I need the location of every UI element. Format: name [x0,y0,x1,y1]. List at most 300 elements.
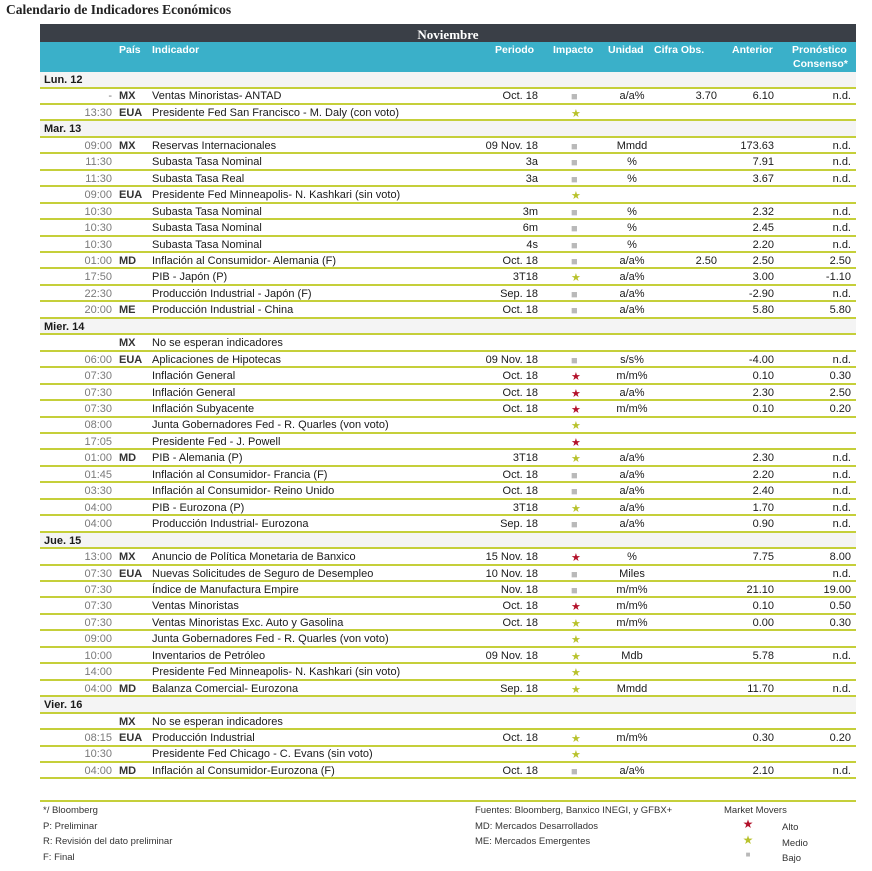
indicator-cell: Inflación al Consumidor- Reino Unido [152,485,335,498]
consensus-cell: 5.80 [829,304,851,317]
legend-icon-wrap [741,833,755,847]
indicator-cell: Ventas Minoristas [152,600,239,613]
day-label: Mar. 13 [44,123,82,136]
previous-cell: 2.20 [752,238,774,251]
consensus-cell: n.d. [832,468,851,481]
time-cell: 10:30 [84,205,112,218]
footer-divider [40,800,856,802]
country-cell: EUA [119,567,143,580]
previous-cell: 0.10 [752,403,774,415]
square-low-icon: ■ [745,850,751,859]
unit-cell: m/m% [616,600,648,613]
page-title: Calendario de Indicadores Económicos [6,2,232,17]
table-row [40,598,856,615]
indicator-cell: Inflación General [152,386,236,399]
time-cell: 13:30 [84,106,112,119]
table-row [40,154,856,171]
unit-cell: a/a% [619,287,645,300]
star-medium-icon: ★ [571,617,581,630]
square-low-icon: ■ [571,140,578,153]
time-cell: 07:30 [84,616,112,629]
consensus-cell: 19.00 [823,583,851,596]
indicator-cell: Balanza Comercial- Eurozona [152,682,299,695]
consensus-cell: n.d. [832,238,851,251]
star-high-icon: ★ [571,601,581,614]
indicator-cell: Subasta Tasa Real [152,172,245,185]
table-row [40,483,856,500]
indicator-cell: Presidente Fed - J. Powell [152,435,281,448]
previous-cell: 0.10 [752,600,774,613]
indicator-cell: Ventas Minoristas- ANTAD [152,90,282,103]
time-cell: 07:30 [84,370,112,383]
star-medium-icon: ★ [571,420,581,433]
square-low-icon: ■ [571,765,578,778]
previous-cell: 1.70 [752,501,774,514]
footnote-item: P: Preliminar [43,820,98,832]
consensus-cell: 2.50 [829,254,851,267]
star-medium-icon: ★ [742,832,754,847]
period-cell: 09 Nov. 18 [485,139,538,152]
table-row [40,335,856,352]
observed-cell: 3.70 [695,90,717,103]
period-cell: 10 Nov. 18 [485,567,538,580]
legend-title: Market Movers [724,805,787,816]
header-impacto: Impacto [553,44,594,56]
period-cell: Oct. 18 [502,254,538,267]
indicator-cell: PIB - Eurozona (P) [152,501,245,514]
header-cifra: Cifra Obs. [654,44,705,56]
star-high-icon: ★ [571,436,581,449]
square-low-icon: ■ [571,91,578,104]
unit-cell: a/a% [619,90,645,103]
day-header-row [40,319,856,336]
table-row [40,204,856,221]
period-cell: Oct. 18 [502,304,538,317]
star-medium-icon: ★ [571,502,581,515]
indicator-cell: Ventas Minoristas Exc. Auto y Gasolina [152,616,344,629]
table-row [40,681,856,698]
consensus-cell: 0.30 [829,370,851,383]
time-cell: 11:30 [85,156,112,169]
table-row [40,730,856,747]
star-medium-icon: ★ [571,683,581,696]
previous-cell: -4.00 [748,353,774,366]
time-cell: 10:30 [84,748,112,761]
consensus-cell: 0.20 [829,732,851,744]
time-cell: 03:30 [84,485,112,498]
unit-cell: a/a% [619,764,645,777]
indicator-cell: No se esperan indicadores [152,337,283,350]
period-cell: 09 Nov. 18 [485,649,538,662]
table-row [40,746,856,763]
indicator-cell: Presidente Fed Minneapolis- N. Kashkari (sin voto) [152,666,401,679]
previous-cell: 7.91 [752,156,774,169]
time-cell: 01:00 [84,452,112,465]
indicator-cell: Inflación al Consumidor- Francia (F) [152,468,328,481]
consensus-cell: 2.50 [829,386,851,399]
source-note: Fuentes: Bloomberg, Banxico INEGI, y GFBX+ [475,805,673,816]
time-cell: 07:30 [84,600,112,613]
time-cell: 04:00 [84,682,112,695]
header-indicador: Indicador [152,44,200,56]
consensus-cell: 0.20 [829,403,851,415]
consensus-cell: n.d. [832,139,851,152]
table-row [40,450,856,467]
legend-icon-wrap [741,817,755,831]
time-cell: 10:30 [84,238,112,251]
indicator-cell: Inflación General [152,370,236,383]
period-cell: Oct. 18 [502,764,538,777]
previous-cell: 0.00 [752,616,774,629]
header-anterior: Anterior [732,44,773,56]
time-cell: 10:30 [84,222,112,235]
country-cell: MX [119,139,136,152]
day-header-row [40,72,856,89]
time-cell: 04:00 [84,764,112,777]
previous-cell: 21.10 [746,583,774,596]
time-cell: 10:00 [84,649,112,662]
table-row [40,302,856,319]
period-cell: Oct. 18 [502,732,538,744]
time-cell: 17:50 [84,271,112,284]
table-row [40,237,856,254]
indicator-cell: PIB - Alemania (P) [152,452,243,465]
time-cell: 14:00 [84,666,112,679]
star-medium-icon: ★ [571,107,581,120]
consensus-cell: n.d. [832,682,851,695]
country-cell: MD [119,764,137,777]
previous-cell: 0.30 [752,732,774,744]
time-cell: 17:05 [84,435,112,448]
previous-cell: 2.32 [752,205,774,218]
table-row [40,631,856,648]
consensus-cell: n.d. [832,567,851,580]
header-pronostico: Pronóstico [792,44,847,56]
table-row [40,253,856,270]
country-cell: MD [119,452,137,465]
unit-cell: a/a% [619,501,645,514]
unit-cell: % [627,238,637,251]
period-cell: 3T18 [512,501,538,514]
consensus-cell: n.d. [832,452,851,465]
table-row [40,401,856,418]
unit-cell: % [627,205,637,218]
star-medium-icon: ★ [571,749,581,762]
unit-cell: Mmdd [616,682,648,695]
square-low-icon: ■ [571,584,578,597]
country-cell: EUA [119,106,143,119]
unit-cell: % [627,156,637,169]
table-row [40,615,856,632]
consensus-cell: n.d. [832,90,851,103]
indicator-cell: PIB - Japón (P) [152,271,228,284]
star-medium-icon: ★ [571,453,581,466]
previous-cell: 2.20 [752,468,774,481]
star-medium-icon: ★ [571,190,581,203]
footnote-item: F: Final [43,851,75,863]
unit-cell: a/a% [619,485,645,498]
previous-cell: 7.75 [752,551,774,564]
period-cell: 3a [525,172,538,185]
table-row [40,664,856,681]
table-row [40,417,856,434]
consensus-cell: 0.50 [829,600,851,613]
star-medium-icon: ★ [571,733,581,745]
square-low-icon: ■ [571,206,578,219]
square-low-icon: ■ [571,255,578,268]
indicator-cell: Subasta Tasa Nominal [152,205,262,218]
table-row [40,500,856,517]
time-cell: 11:30 [85,172,112,185]
indicator-cell: Inflación Subyacente [152,403,255,415]
day-label: Lun. 12 [44,74,83,86]
legend-label: Bajo [782,853,802,864]
time-cell: 08:00 [84,419,112,432]
table-row [40,269,856,286]
period-cell: 3m [522,205,538,218]
table-row [40,187,856,204]
table-row [40,516,856,533]
unit-cell: a/a% [619,271,645,284]
source-note: ME: Mercados Emergentes [475,836,591,847]
period-cell: 6m [522,222,538,235]
period-cell: Oct. 18 [502,386,538,399]
table-row [40,582,856,599]
previous-cell: 173.63 [740,139,774,152]
consensus-cell: n.d. [832,172,851,185]
consensus-cell: n.d. [832,222,851,235]
time-cell: 22:30 [84,287,112,300]
observed-cell: 2.50 [695,254,717,267]
footnote-item: */ Bloomberg [43,805,98,816]
period-cell: 3T18 [512,452,538,465]
consensus-cell: n.d. [832,518,851,531]
table-row [40,220,856,237]
unit-cell: a/a% [619,254,645,267]
previous-cell: 2.50 [752,254,774,267]
unit-cell: a/a% [619,304,645,317]
time-cell: 09:00 [84,189,112,202]
day-label: Vier. 16 [44,699,83,712]
previous-cell: 0.90 [752,518,774,531]
indicator-cell: Inventarios de Petróleo [152,649,266,662]
unit-cell: a/a% [619,468,645,481]
indicator-cell: Reservas Internacionales [152,139,277,152]
time-cell: 07:30 [84,567,112,580]
consensus-cell: 0.30 [829,616,851,629]
day-header-row [40,697,856,714]
time-cell: 01:00 [84,254,112,267]
unit-cell: % [627,551,637,564]
unit-cell: m/m% [616,732,648,744]
country-cell: MX [119,90,136,103]
unit-cell: m/m% [616,616,648,629]
day-label: Mier. 14 [44,320,85,333]
country-cell: MX [119,551,136,564]
previous-cell: 6.10 [752,90,774,103]
country-cell: EUA [119,353,143,366]
indicator-cell: Aplicaciones de Hipotecas [152,353,282,366]
star-medium-icon: ★ [571,667,581,680]
country-cell: EUA [119,732,143,744]
period-cell: Oct. 18 [502,370,538,383]
table-row [40,171,856,188]
period-cell: Oct. 18 [502,616,538,629]
indicator-cell: Inflación al Consumidor-Eurozona (F) [152,764,335,777]
star-medium-icon: ★ [571,272,581,285]
header-unidad: Unidad [608,44,644,56]
table-row [40,105,856,122]
square-low-icon: ■ [571,239,578,252]
indicator-cell: Presidente Fed Chicago - C. Evans (sin voto) [152,748,373,761]
period-cell: 3a [525,156,538,169]
unit-cell: Mdb [621,649,643,662]
consensus-cell: n.d. [832,649,851,662]
consensus-cell: n.d. [832,287,851,300]
star-medium-icon: ★ [571,650,581,663]
period-cell: Oct. 18 [502,403,538,415]
table-row [40,648,856,665]
star-medium-icon: ★ [571,634,581,647]
indicator-cell: Producción Industrial - Japón (F) [152,287,312,300]
legend-label: Medio [782,837,808,849]
time-cell: - [108,90,112,103]
consensus-cell: n.d. [832,156,851,169]
time-cell: 09:00 [84,139,112,152]
footnote-item: R: Revisión del dato preliminar [43,836,173,847]
month-header: Noviembre [40,24,856,42]
table-row [40,763,856,780]
unit-cell: % [627,222,637,235]
time-cell: 04:00 [84,518,112,531]
day-label: Jue. 15 [44,534,82,547]
previous-cell: 2.30 [752,386,774,399]
star-high-icon: ★ [571,371,581,384]
unit-cell: m/m% [616,370,648,383]
consensus-cell: n.d. [832,764,851,777]
period-cell: Oct. 18 [502,90,538,103]
unit-cell: Miles [619,567,645,580]
indicator-cell: Subasta Tasa Nominal [152,238,262,251]
indicator-cell: Junta Gobernadores Fed - R. Quarles (von voto) [152,633,389,646]
square-low-icon: ■ [571,486,578,499]
time-cell: 07:30 [84,386,112,399]
table-row [40,286,856,303]
period-cell: 09 Nov. 18 [485,353,538,366]
unit-cell: a/a% [619,452,645,465]
indicator-cell: Presidente Fed San Francisco - M. Daly (con voto) [152,106,399,119]
indicator-cell: Inflación al Consumidor- Alemania (F) [152,254,337,267]
time-cell: 01:45 [84,468,112,481]
indicator-cell: Índice de Manufactura Empire [152,583,299,596]
time-cell: 08:15 [84,732,112,744]
legend-icon-wrap [741,848,755,860]
star-high-icon: ★ [571,387,581,400]
country-cell: ME [119,304,136,317]
square-low-icon: ■ [571,305,578,318]
square-low-icon: ■ [571,173,578,186]
star-high-icon: ★ [571,404,581,416]
period-cell: Sep. 18 [500,518,538,531]
previous-cell: 5.78 [752,649,774,662]
indicator-cell: Subasta Tasa Nominal [152,222,262,235]
table-row [40,385,856,402]
time-cell: 07:30 [84,583,112,596]
unit-cell: Mmdd [616,139,648,152]
indicator-cell: Junta Gobernadores Fed - R. Quarles (von voto) [152,419,389,432]
day-header-row [40,533,856,550]
consensus-cell: n.d. [832,353,851,366]
unit-cell: a/a% [619,518,645,531]
country-cell: EUA [119,189,143,202]
time-cell: 06:00 [84,353,112,366]
square-low-icon: ■ [571,568,578,581]
period-cell: Oct. 18 [502,468,538,481]
table-row [40,88,856,105]
indicator-cell: Nuevas Solicitudes de Seguro de Desempleo [152,567,374,580]
table-row [40,467,856,484]
time-cell: 20:00 [84,304,112,317]
header-periodo: Periodo [495,44,535,56]
consensus-cell: -1.10 [825,271,851,284]
period-cell: Sep. 18 [500,287,538,300]
square-low-icon: ■ [571,469,578,482]
indicator-cell: Subasta Tasa Nominal [152,156,262,169]
country-cell: MX [119,337,136,350]
table-row [40,352,856,369]
period-cell: 3T18 [512,271,538,284]
indicator-cell: Anuncio de Política Monetaria de Banxico [152,551,356,564]
square-low-icon: ■ [571,157,578,170]
previous-cell: 2.10 [752,764,774,777]
period-cell: 4s [526,238,538,251]
indicator-cell: Producción Industrial- Eurozona [152,518,309,531]
indicator-cell: No se esperan indicadores [152,715,283,728]
country-cell: MD [119,682,137,695]
indicator-cell: Presidente Fed Minneapolis- N. Kashkari (sin voto) [152,189,401,202]
previous-cell: 2.45 [752,222,774,235]
period-cell: 15 Nov. 18 [485,551,538,564]
table-row [40,566,856,583]
star-high-icon: ★ [742,817,754,831]
period-cell: Oct. 18 [502,485,538,498]
time-cell: 04:00 [84,501,112,514]
time-cell: 09:00 [84,633,112,646]
previous-cell: 3.00 [752,271,774,284]
country-cell: MX [119,715,136,728]
table-row [40,138,856,155]
consensus-cell: n.d. [832,205,851,218]
source-note: MD: Mercados Desarrollados [475,820,599,832]
period-cell: Sep. 18 [500,682,538,695]
day-header-row [40,121,856,138]
previous-cell: 2.30 [752,452,774,465]
previous-cell: 11.70 [747,682,774,695]
square-low-icon: ■ [571,223,578,236]
square-low-icon: ■ [571,519,578,532]
previous-cell: 5.80 [752,304,774,317]
unit-cell: a/a% [619,386,645,399]
previous-cell: 2.40 [752,485,774,498]
square-low-icon: ■ [571,354,578,367]
header-pais: País [119,44,141,56]
header-consenso: Consenso* [793,58,848,70]
table-row [40,368,856,385]
table-row [40,549,856,566]
unit-cell: s/s% [620,353,644,366]
indicator-cell: Producción Industrial [152,732,255,744]
time-cell: 13:00 [84,551,112,564]
